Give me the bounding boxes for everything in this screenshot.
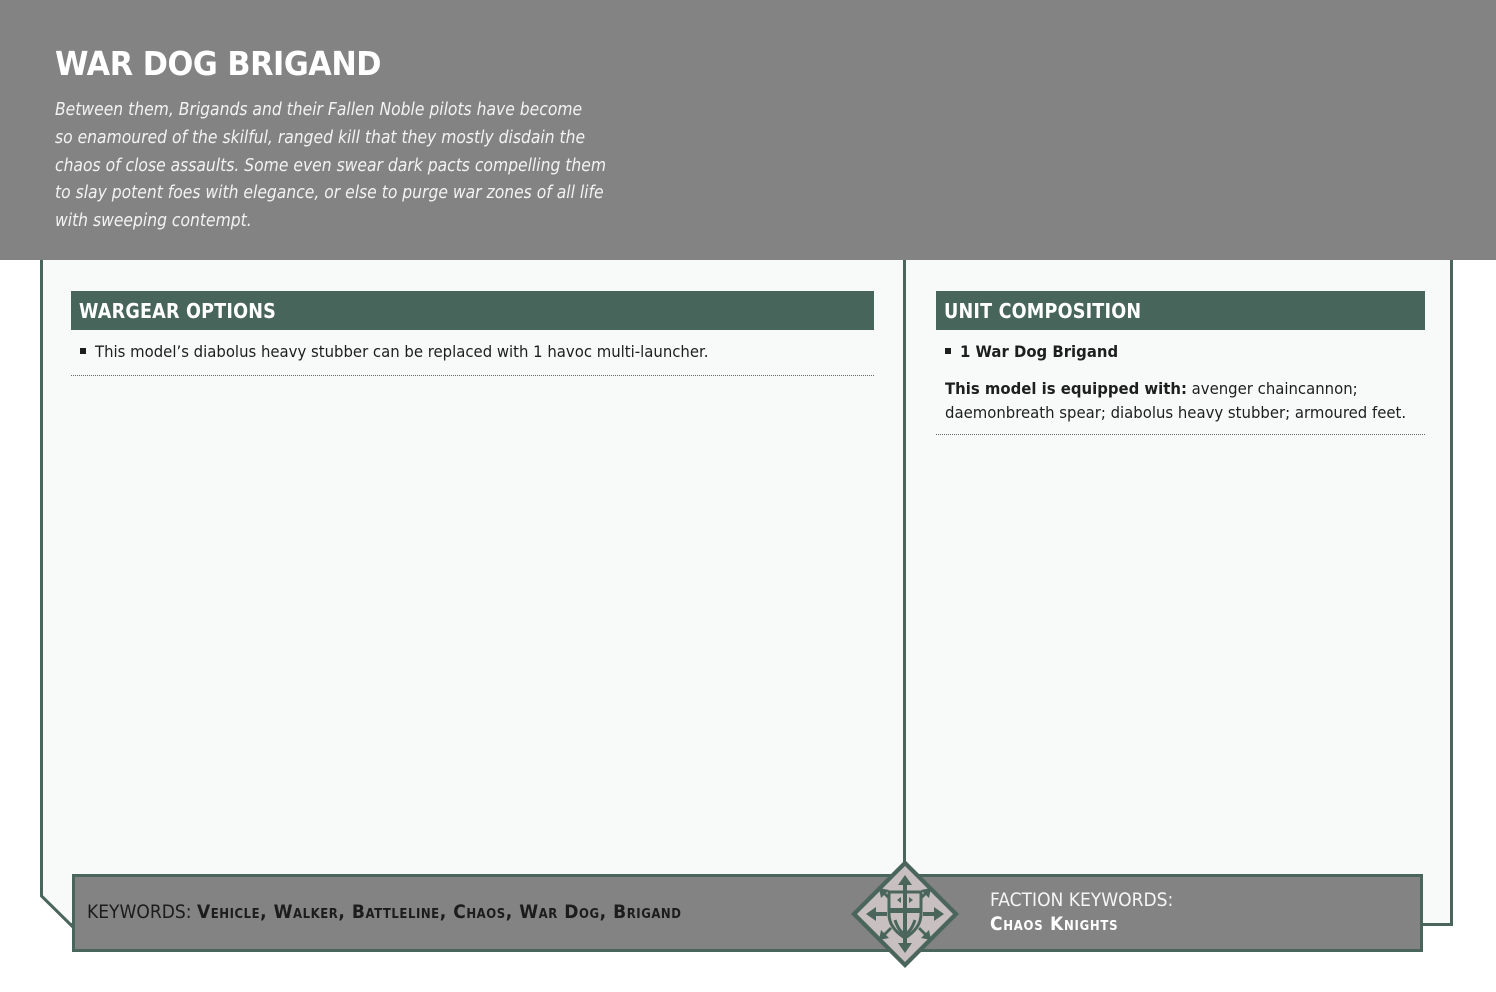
faction-keywords-values: Chaos Knights <box>990 913 1119 935</box>
chaos-knights-faction-icon <box>849 858 961 970</box>
lore-line: so enamoured of the skilful, ranged kill that they mostly disdain the <box>55 127 586 148</box>
lore-text <box>55 97 625 236</box>
equipped-with-text <box>945 377 1429 425</box>
unit-title: WAR DOG BRIGAND <box>55 44 382 83</box>
wargear-options-heading: WARGEAR OPTIONS <box>71 291 874 330</box>
lore-line: to slay potent foes with elegance, or else to purge war zones of all life <box>55 183 604 204</box>
wargear-option-item: This model’s diabolus heavy stubber can be replaced with 1 havoc multi-launcher. <box>80 342 755 361</box>
bullet-icon <box>80 348 86 354</box>
composition-item: 1 War Dog Brigand <box>945 342 1130 361</box>
faction-keywords-label: FACTION KEYWORDS: <box>990 889 1174 911</box>
dotted-separator <box>936 434 1425 435</box>
equipped-label: This model is equipped with: <box>945 379 1187 398</box>
unit-composition-heading: UNIT COMPOSITION <box>936 291 1425 330</box>
keywords <box>87 901 682 923</box>
lore-line: Between them, Brigands and their Fallen Noble pilots have become <box>55 100 583 120</box>
keywords-values: Vehicle, Walker, Battleline, Chaos, War Dog, Brigand <box>196 901 682 923</box>
column-divider <box>903 260 906 870</box>
lore-line: with sweeping contempt. <box>55 211 252 232</box>
header-banner <box>0 0 1496 260</box>
bullet-icon <box>945 348 951 354</box>
equipped-list: avenger chaincannon; daemonbreath spear; diabolus heavy stubber; armoured feet. <box>945 379 1407 422</box>
keywords-label: KEYWORDS: <box>87 901 197 923</box>
dotted-separator <box>71 375 874 376</box>
lore-line: chaos of close assaults. Some even swear dark pacts compelling them <box>55 155 607 176</box>
